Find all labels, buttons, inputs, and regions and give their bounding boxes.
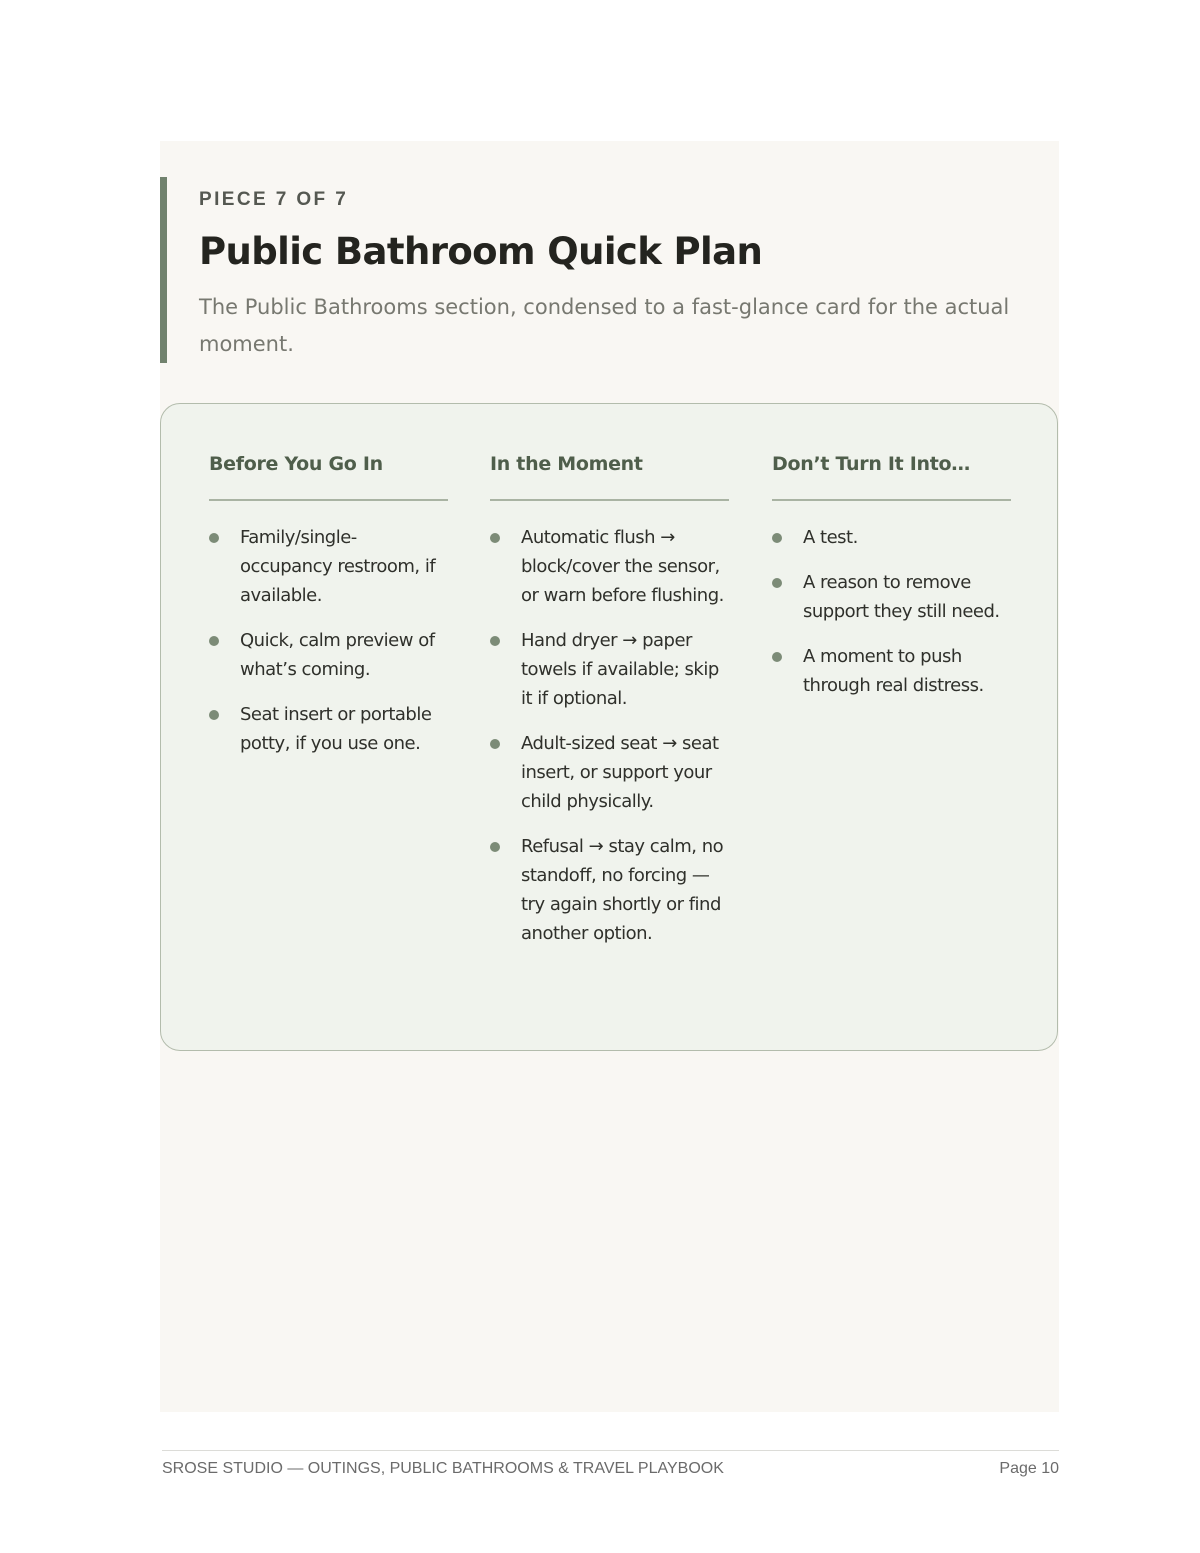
column-list bbox=[772, 523, 1011, 700]
intro-text: The Public Bathrooms section, condensed to a fast-glance card for the actual moment. bbox=[199, 295, 1010, 356]
column-dont-turn-it-into bbox=[772, 446, 1011, 716]
list-item bbox=[490, 729, 729, 816]
list-item-text: A moment to push through real distress. bbox=[803, 645, 984, 696]
bullet-dot-icon bbox=[490, 636, 500, 646]
list-item-text: A reason to remove support they still need. bbox=[803, 571, 1000, 622]
page-number: Page 10 bbox=[999, 1460, 1059, 1477]
list-item-text: Adult-sized seat → seat insert, or support your child physically. bbox=[521, 732, 719, 812]
bullet-dot-icon bbox=[490, 533, 500, 543]
list-item-text: A test. bbox=[803, 526, 858, 548]
list-item bbox=[209, 700, 448, 758]
quick-plan-card bbox=[160, 403, 1058, 1051]
column-divider bbox=[490, 499, 729, 501]
list-item-text: Family/single-occupancy restroom, if available. bbox=[240, 526, 436, 606]
page-title: Public Bathroom Quick Plan bbox=[199, 230, 763, 273]
column-divider bbox=[772, 499, 1011, 501]
piece-eyebrow: PIECE 7 OF 7 bbox=[199, 189, 349, 210]
bullet-dot-icon bbox=[490, 739, 500, 749]
column-title: In the Moment bbox=[490, 453, 643, 475]
list-item-text: Seat insert or portable potty, if you use one. bbox=[240, 703, 432, 754]
list-item bbox=[490, 626, 729, 713]
bullet-dot-icon bbox=[772, 533, 782, 543]
list-item bbox=[490, 523, 729, 610]
bullet-dot-icon bbox=[490, 842, 500, 852]
bullet-dot-icon bbox=[772, 652, 782, 662]
header-block bbox=[160, 177, 1020, 363]
bullet-dot-icon bbox=[209, 636, 219, 646]
bullet-dot-icon bbox=[209, 533, 219, 543]
list-item bbox=[772, 523, 1011, 552]
page-sheet bbox=[160, 141, 1059, 1412]
footer-divider bbox=[162, 1450, 1059, 1451]
list-item bbox=[772, 568, 1011, 626]
list-item-text: Quick, calm preview of what’s coming. bbox=[240, 629, 435, 680]
footer-title: SROSE STUDIO — OUTINGS, PUBLIC BATHROOMS & TRAVEL PLAYBOOK bbox=[162, 1460, 724, 1477]
column-divider bbox=[209, 499, 448, 501]
list-item-text: Refusal → stay calm, no standoff, no forcing — try again shortly or find another option. bbox=[521, 835, 724, 944]
list-item bbox=[772, 642, 1011, 700]
bullet-dot-icon bbox=[772, 578, 782, 588]
list-item bbox=[209, 523, 448, 610]
column-title: Before You Go In bbox=[209, 453, 383, 475]
column-list bbox=[209, 523, 448, 758]
list-item-text: Automatic flush → block/cover the sensor, or warn before flushing. bbox=[521, 526, 724, 606]
column-list bbox=[490, 523, 729, 948]
list-item bbox=[209, 626, 448, 684]
list-item bbox=[490, 832, 729, 948]
column-before-you-go-in bbox=[209, 446, 448, 774]
list-item-text: Hand dryer → paper towels if available; skip it if optional. bbox=[521, 629, 719, 709]
column-title: Don’t Turn It Into… bbox=[772, 453, 970, 475]
column-in-the-moment bbox=[490, 446, 729, 964]
bullet-dot-icon bbox=[209, 710, 219, 720]
